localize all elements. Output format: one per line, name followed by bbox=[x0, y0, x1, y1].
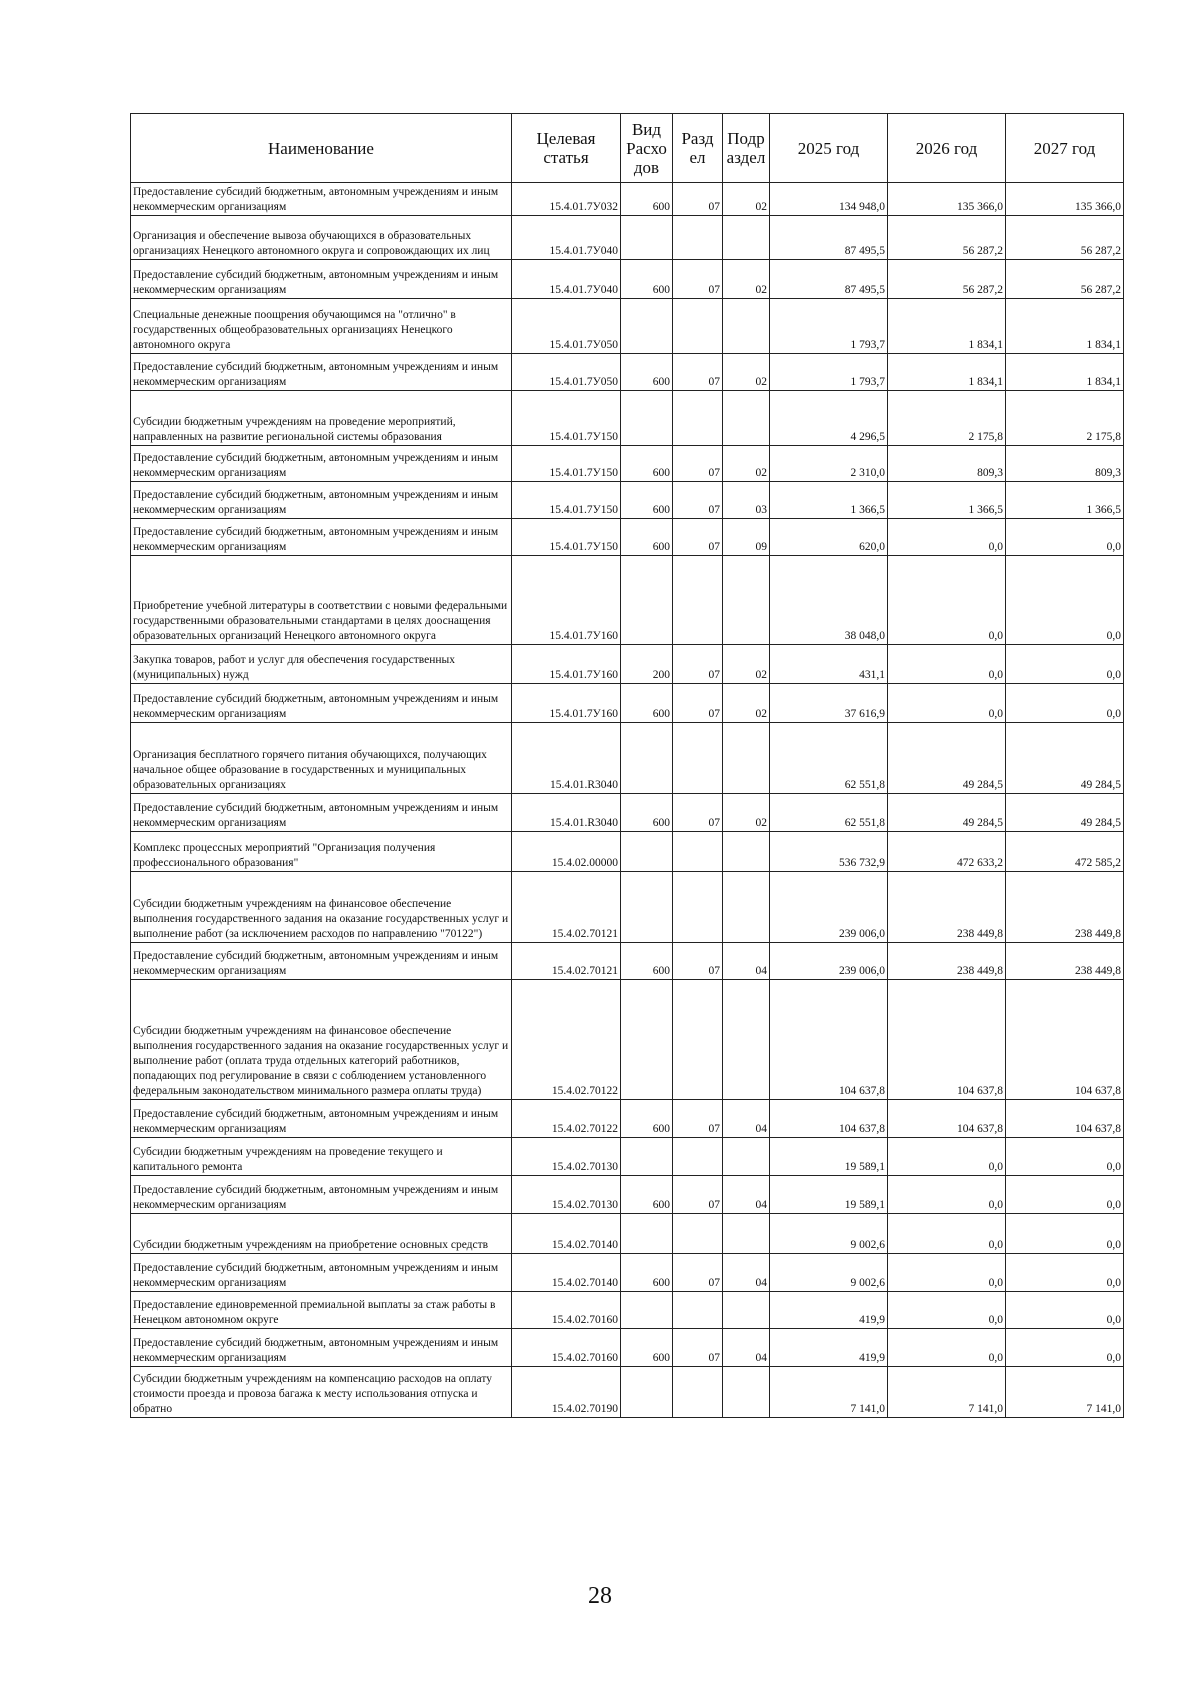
row-2027: 0,0 bbox=[1006, 1329, 1124, 1367]
row-target-article: 15.4.02.00000 bbox=[512, 832, 621, 872]
row-2027: 0,0 bbox=[1006, 1292, 1124, 1329]
row-2027: 0,0 bbox=[1006, 519, 1124, 556]
row-2026: 472 633,2 bbox=[888, 832, 1006, 872]
row-name: Субсидии бюджетным учреждениям на компенсацию расходов на оплату стоимости проезда и провоза багажа к месту использования отпуска и обратно bbox=[131, 1367, 512, 1418]
row-section bbox=[673, 1214, 723, 1254]
row-section: 07 bbox=[673, 794, 723, 832]
row-2025: 9 002,6 bbox=[770, 1254, 888, 1292]
row-expense-type: 600 bbox=[621, 1254, 673, 1292]
row-2027: 472 585,2 bbox=[1006, 832, 1124, 872]
row-expense-type: 600 bbox=[621, 1329, 673, 1367]
header-expense-type: Вид Расхо дов bbox=[621, 114, 673, 183]
row-target-article: 15.4.01.7У150 bbox=[512, 391, 621, 446]
table-row bbox=[131, 1367, 1124, 1418]
row-2027: 1 834,1 bbox=[1006, 354, 1124, 391]
row-subsection bbox=[723, 1138, 770, 1176]
row-expense-type bbox=[621, 1292, 673, 1329]
row-2026: 1 834,1 bbox=[888, 299, 1006, 354]
header-section: Разд ел bbox=[673, 114, 723, 183]
row-2025: 419,9 bbox=[770, 1329, 888, 1367]
row-expense-type: 600 bbox=[621, 519, 673, 556]
row-target-article: 15.4.02.70122 bbox=[512, 980, 621, 1100]
row-subsection: 04 bbox=[723, 1100, 770, 1138]
table-row bbox=[131, 684, 1124, 723]
row-name: Субсидии бюджетным учреждениям на финансовое обеспечение выполнения государственного задания на оказание государственных услуг и выполнение работ (за исключением расходов по направлению "70122") bbox=[131, 872, 512, 943]
row-subsection bbox=[723, 556, 770, 645]
row-2027: 1 366,5 bbox=[1006, 482, 1124, 519]
row-2025: 37 616,9 bbox=[770, 684, 888, 723]
row-expense-type bbox=[621, 1367, 673, 1418]
row-2025: 536 732,9 bbox=[770, 832, 888, 872]
row-2027: 238 449,8 bbox=[1006, 872, 1124, 943]
row-2025: 1 793,7 bbox=[770, 299, 888, 354]
row-2026: 809,3 bbox=[888, 446, 1006, 482]
table-row bbox=[131, 980, 1124, 1100]
row-section: 07 bbox=[673, 446, 723, 482]
row-2025: 239 006,0 bbox=[770, 943, 888, 980]
row-section bbox=[673, 1367, 723, 1418]
row-target-article: 15.4.01.7У150 bbox=[512, 519, 621, 556]
row-subsection: 04 bbox=[723, 1176, 770, 1214]
row-section: 07 bbox=[673, 354, 723, 391]
row-name: Предоставление субсидий бюджетным, автономным учреждениям и иным некоммерческим организациям bbox=[131, 482, 512, 519]
row-name: Субсидии бюджетным учреждениям на приобретение основных средств bbox=[131, 1214, 512, 1254]
row-2027: 56 287,2 bbox=[1006, 216, 1124, 260]
row-expense-type: 600 bbox=[621, 354, 673, 391]
row-subsection: 04 bbox=[723, 1254, 770, 1292]
row-name: Предоставление субсидий бюджетным, автономным учреждениям и иным некоммерческим организациям bbox=[131, 684, 512, 723]
row-expense-type: 600 bbox=[621, 794, 673, 832]
row-2025: 87 495,5 bbox=[770, 260, 888, 299]
row-target-article: 15.4.02.70130 bbox=[512, 1138, 621, 1176]
row-subsection: 02 bbox=[723, 446, 770, 482]
row-name: Предоставление субсидий бюджетным, автономным учреждениям и иным некоммерческим организациям bbox=[131, 943, 512, 980]
row-subsection: 02 bbox=[723, 684, 770, 723]
row-name: Предоставление субсидий бюджетным, автономным учреждениям и иным некоммерческим организациям bbox=[131, 1329, 512, 1367]
row-name: Предоставление единовременной премиальной выплаты за стаж работы в Ненецком автономном округе bbox=[131, 1292, 512, 1329]
row-target-article: 15.4.01.7У050 bbox=[512, 354, 621, 391]
row-2027: 238 449,8 bbox=[1006, 943, 1124, 980]
row-2026: 0,0 bbox=[888, 1176, 1006, 1214]
table-row bbox=[131, 723, 1124, 794]
row-section: 07 bbox=[673, 684, 723, 723]
row-expense-type bbox=[621, 216, 673, 260]
row-2027: 7 141,0 bbox=[1006, 1367, 1124, 1418]
row-target-article: 15.4.02.70122 bbox=[512, 1100, 621, 1138]
row-subsection: 02 bbox=[723, 183, 770, 216]
row-expense-type bbox=[621, 980, 673, 1100]
row-2027: 0,0 bbox=[1006, 556, 1124, 645]
row-subsection: 02 bbox=[723, 645, 770, 684]
row-2027: 49 284,5 bbox=[1006, 794, 1124, 832]
row-section bbox=[673, 832, 723, 872]
row-section bbox=[673, 723, 723, 794]
row-2026: 0,0 bbox=[888, 684, 1006, 723]
row-2025: 419,9 bbox=[770, 1292, 888, 1329]
table-row bbox=[131, 1329, 1124, 1367]
row-name: Приобретение учебной литературы в соответствии с новыми федеральными государственными образовательными стандартами в целях дооснащения образовательных организаций Ненецкого автономного округа bbox=[131, 556, 512, 645]
row-name: Специальные денежные поощрения обучающимся на "отлично" в государственных общеобразовательных организациях Ненецкого автономного округа bbox=[131, 299, 512, 354]
row-section: 07 bbox=[673, 482, 723, 519]
row-2027: 0,0 bbox=[1006, 1254, 1124, 1292]
row-target-article: 15.4.02.70130 bbox=[512, 1176, 621, 1214]
table-row bbox=[131, 1254, 1124, 1292]
row-expense-type: 600 bbox=[621, 482, 673, 519]
row-2025: 19 589,1 bbox=[770, 1176, 888, 1214]
row-subsection bbox=[723, 1214, 770, 1254]
row-expense-type bbox=[621, 1138, 673, 1176]
row-name: Предоставление субсидий бюджетным, автономным учреждениям и иным некоммерческим организациям bbox=[131, 1176, 512, 1214]
row-name: Субсидии бюджетным учреждениям на финансовое обеспечение выполнения государственного задания на оказание государственных услуг и выполнение работ (оплата труда отдельных категорий работников, попадающих под регулирование в связи с соблюдением установленного федеральным законодательством минимального размера оплаты труда) bbox=[131, 980, 512, 1100]
row-section: 07 bbox=[673, 1100, 723, 1138]
row-name: Предоставление субсидий бюджетным, автономным учреждениям и иным некоммерческим организациям bbox=[131, 446, 512, 482]
row-section bbox=[673, 1138, 723, 1176]
table-row bbox=[131, 519, 1124, 556]
row-2026: 0,0 bbox=[888, 1254, 1006, 1292]
table-row bbox=[131, 482, 1124, 519]
row-target-article: 15.4.02.70121 bbox=[512, 943, 621, 980]
row-2027: 1 834,1 bbox=[1006, 299, 1124, 354]
row-2025: 4 296,5 bbox=[770, 391, 888, 446]
table-row bbox=[131, 872, 1124, 943]
table-row bbox=[131, 832, 1124, 872]
row-name: Комплекс процессных мероприятий "Организация получения профессионального образования" bbox=[131, 832, 512, 872]
row-subsection bbox=[723, 1292, 770, 1329]
row-2027: 104 637,8 bbox=[1006, 1100, 1124, 1138]
table-row bbox=[131, 183, 1124, 216]
row-target-article: 15.4.02.70140 bbox=[512, 1214, 621, 1254]
table-row bbox=[131, 354, 1124, 391]
row-subsection: 02 bbox=[723, 354, 770, 391]
row-2025: 7 141,0 bbox=[770, 1367, 888, 1418]
row-expense-type bbox=[621, 723, 673, 794]
row-subsection bbox=[723, 299, 770, 354]
row-target-article: 15.4.02.70190 bbox=[512, 1367, 621, 1418]
row-section: 07 bbox=[673, 943, 723, 980]
row-subsection: 09 bbox=[723, 519, 770, 556]
row-section: 07 bbox=[673, 1254, 723, 1292]
table-row bbox=[131, 1214, 1124, 1254]
header-2027: 2027 год bbox=[1006, 114, 1124, 183]
row-section bbox=[673, 391, 723, 446]
table-row bbox=[131, 794, 1124, 832]
table-body bbox=[131, 183, 1124, 1418]
row-2026: 1 366,5 bbox=[888, 482, 1006, 519]
row-subsection: 02 bbox=[723, 260, 770, 299]
row-target-article: 15.4.02.70121 bbox=[512, 872, 621, 943]
row-target-article: 15.4.01.7У040 bbox=[512, 216, 621, 260]
row-2025: 104 637,8 bbox=[770, 980, 888, 1100]
row-name: Предоставление субсидий бюджетным, автономным учреждениям и иным некоммерческим организациям bbox=[131, 519, 512, 556]
row-2026: 2 175,8 bbox=[888, 391, 1006, 446]
row-section: 07 bbox=[673, 519, 723, 556]
row-2025: 38 048,0 bbox=[770, 556, 888, 645]
table-row bbox=[131, 556, 1124, 645]
row-2026: 0,0 bbox=[888, 556, 1006, 645]
row-2026: 104 637,8 bbox=[888, 980, 1006, 1100]
budget-table bbox=[130, 113, 1124, 1418]
row-2025: 134 948,0 bbox=[770, 183, 888, 216]
row-target-article: 15.4.01.7У150 bbox=[512, 446, 621, 482]
row-2025: 1 366,5 bbox=[770, 482, 888, 519]
row-subsection bbox=[723, 723, 770, 794]
row-2027: 0,0 bbox=[1006, 1138, 1124, 1176]
row-section: 07 bbox=[673, 1329, 723, 1367]
row-2026: 0,0 bbox=[888, 519, 1006, 556]
row-2026: 135 366,0 bbox=[888, 183, 1006, 216]
row-2025: 620,0 bbox=[770, 519, 888, 556]
table-row bbox=[131, 1138, 1124, 1176]
row-name: Предоставление субсидий бюджетным, автономным учреждениям и иным некоммерческим организациям bbox=[131, 260, 512, 299]
row-expense-type: 600 bbox=[621, 446, 673, 482]
row-2026: 0,0 bbox=[888, 645, 1006, 684]
row-2026: 49 284,5 bbox=[888, 794, 1006, 832]
row-subsection bbox=[723, 832, 770, 872]
row-2027: 0,0 bbox=[1006, 1214, 1124, 1254]
row-2026: 0,0 bbox=[888, 1138, 1006, 1176]
row-expense-type bbox=[621, 872, 673, 943]
row-2025: 2 310,0 bbox=[770, 446, 888, 482]
table-row bbox=[131, 446, 1124, 482]
row-2025: 9 002,6 bbox=[770, 1214, 888, 1254]
row-subsection bbox=[723, 872, 770, 943]
row-2027: 56 287,2 bbox=[1006, 260, 1124, 299]
row-expense-type bbox=[621, 832, 673, 872]
row-section: 07 bbox=[673, 183, 723, 216]
page-number: 28 bbox=[588, 1583, 612, 1609]
row-name: Организация бесплатного горячего питания обучающихся, получающих начальное общее образование в государственных и муниципальных образовательных организациях bbox=[131, 723, 512, 794]
table-row bbox=[131, 943, 1124, 980]
row-target-article: 15.4.01.7У160 bbox=[512, 645, 621, 684]
row-section bbox=[673, 980, 723, 1100]
row-target-article: 15.4.02.70140 bbox=[512, 1254, 621, 1292]
row-expense-type bbox=[621, 299, 673, 354]
row-2027: 0,0 bbox=[1006, 684, 1124, 723]
row-target-article: 15.4.01.7У032 bbox=[512, 183, 621, 216]
row-expense-type bbox=[621, 1214, 673, 1254]
row-2025: 239 006,0 bbox=[770, 872, 888, 943]
row-2026: 56 287,2 bbox=[888, 260, 1006, 299]
row-2025: 87 495,5 bbox=[770, 216, 888, 260]
row-name: Предоставление субсидий бюджетным, автономным учреждениям и иным некоммерческим организациям bbox=[131, 1254, 512, 1292]
row-2026: 238 449,8 bbox=[888, 872, 1006, 943]
row-expense-type: 600 bbox=[621, 1100, 673, 1138]
row-2026: 1 834,1 bbox=[888, 354, 1006, 391]
row-name: Организация и обеспечение вывоза обучающихся в образовательных организациях Ненецкого автономного округа и сопровождающих их лиц bbox=[131, 216, 512, 260]
row-target-article: 15.4.01.7У050 bbox=[512, 299, 621, 354]
row-2026: 0,0 bbox=[888, 1329, 1006, 1367]
row-name: Предоставление субсидий бюджетным, автономным учреждениям и иным некоммерческим организациям bbox=[131, 354, 512, 391]
table-row bbox=[131, 216, 1124, 260]
row-target-article: 15.4.01.7У150 bbox=[512, 482, 621, 519]
table-row bbox=[131, 1100, 1124, 1138]
row-2025: 62 551,8 bbox=[770, 794, 888, 832]
row-section: 07 bbox=[673, 1176, 723, 1214]
row-expense-type: 200 bbox=[621, 645, 673, 684]
table-row bbox=[131, 1176, 1124, 1214]
row-2026: 0,0 bbox=[888, 1292, 1006, 1329]
row-expense-type: 600 bbox=[621, 260, 673, 299]
row-expense-type bbox=[621, 556, 673, 645]
row-2025: 62 551,8 bbox=[770, 723, 888, 794]
row-target-article: 15.4.02.70160 bbox=[512, 1292, 621, 1329]
header-2026: 2026 год bbox=[888, 114, 1006, 183]
row-2027: 809,3 bbox=[1006, 446, 1124, 482]
row-2027: 0,0 bbox=[1006, 1176, 1124, 1214]
table-header-row bbox=[131, 114, 1124, 183]
row-section bbox=[673, 1292, 723, 1329]
row-2026: 49 284,5 bbox=[888, 723, 1006, 794]
row-name: Предоставление субсидий бюджетным, автономным учреждениям и иным некоммерческим организациям bbox=[131, 1100, 512, 1138]
row-2025: 104 637,8 bbox=[770, 1100, 888, 1138]
row-2025: 1 793,7 bbox=[770, 354, 888, 391]
row-subsection: 04 bbox=[723, 1329, 770, 1367]
row-2027: 49 284,5 bbox=[1006, 723, 1124, 794]
row-2027: 104 637,8 bbox=[1006, 980, 1124, 1100]
row-section bbox=[673, 216, 723, 260]
header-name: Наименование bbox=[131, 114, 512, 183]
header-subsection: Подр аздел bbox=[723, 114, 770, 183]
row-2027: 0,0 bbox=[1006, 645, 1124, 684]
table-row bbox=[131, 260, 1124, 299]
row-expense-type: 600 bbox=[621, 1176, 673, 1214]
row-subsection bbox=[723, 216, 770, 260]
row-expense-type: 600 bbox=[621, 684, 673, 723]
row-subsection: 02 bbox=[723, 794, 770, 832]
row-expense-type: 600 bbox=[621, 183, 673, 216]
row-2025: 431,1 bbox=[770, 645, 888, 684]
header-target-article: Целевая статья bbox=[512, 114, 621, 183]
row-2026: 7 141,0 bbox=[888, 1367, 1006, 1418]
row-section bbox=[673, 872, 723, 943]
row-2026: 56 287,2 bbox=[888, 216, 1006, 260]
row-name: Закупка товаров, работ и услуг для обеспечения государственных (муниципальных) нужд bbox=[131, 645, 512, 684]
table-row bbox=[131, 645, 1124, 684]
row-target-article: 15.4.01.7У160 bbox=[512, 684, 621, 723]
row-section: 07 bbox=[673, 260, 723, 299]
row-subsection bbox=[723, 1367, 770, 1418]
row-subsection bbox=[723, 391, 770, 446]
table-row bbox=[131, 391, 1124, 446]
header-2025: 2025 год bbox=[770, 114, 888, 183]
row-target-article: 15.4.01.7У040 bbox=[512, 260, 621, 299]
row-2027: 2 175,8 bbox=[1006, 391, 1124, 446]
row-2026: 104 637,8 bbox=[888, 1100, 1006, 1138]
row-name: Субсидии бюджетным учреждениям на проведение мероприятий, направленных на развитие региональной системы образования bbox=[131, 391, 512, 446]
row-section bbox=[673, 299, 723, 354]
row-subsection bbox=[723, 980, 770, 1100]
row-target-article: 15.4.01.R3040 bbox=[512, 723, 621, 794]
row-section bbox=[673, 556, 723, 645]
row-name: Субсидии бюджетным учреждениям на проведение текущего и капитального ремонта bbox=[131, 1138, 512, 1176]
row-target-article: 15.4.02.70160 bbox=[512, 1329, 621, 1367]
row-subsection: 03 bbox=[723, 482, 770, 519]
row-subsection: 04 bbox=[723, 943, 770, 980]
row-2025: 19 589,1 bbox=[770, 1138, 888, 1176]
row-2026: 0,0 bbox=[888, 1214, 1006, 1254]
row-expense-type bbox=[621, 391, 673, 446]
table-row bbox=[131, 1292, 1124, 1329]
row-expense-type: 600 bbox=[621, 943, 673, 980]
row-target-article: 15.4.01.7У160 bbox=[512, 556, 621, 645]
row-section: 07 bbox=[673, 645, 723, 684]
row-name: Предоставление субсидий бюджетным, автономным учреждениям и иным некоммерческим организациям bbox=[131, 794, 512, 832]
row-name: Предоставление субсидий бюджетным, автономным учреждениям и иным некоммерческим организациям bbox=[131, 183, 512, 216]
table-row bbox=[131, 299, 1124, 354]
row-target-article: 15.4.01.R3040 bbox=[512, 794, 621, 832]
row-2027: 135 366,0 bbox=[1006, 183, 1124, 216]
row-2026: 238 449,8 bbox=[888, 943, 1006, 980]
